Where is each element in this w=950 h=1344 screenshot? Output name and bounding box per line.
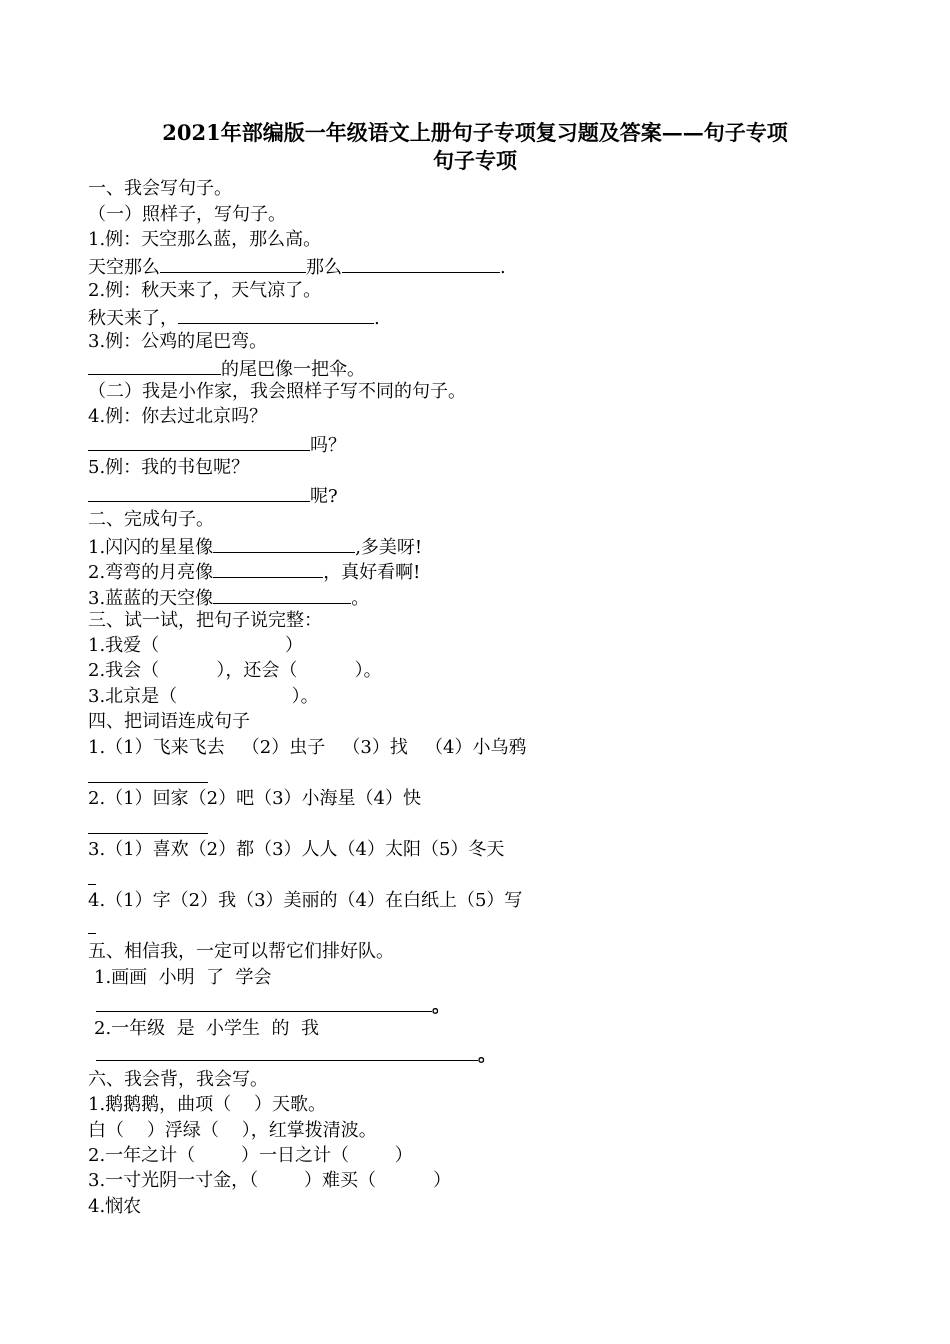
s2-q1-text-a: 1.闪闪的星星像 <box>88 537 214 558</box>
answer-rule <box>88 884 96 885</box>
s1-q1-answer-line <box>88 254 506 279</box>
section4-heading: 四、把词语连成句子 <box>88 711 250 732</box>
s2-q2 <box>88 559 420 584</box>
answer-blank <box>160 254 306 273</box>
s2-q2-text-b: ，真好看啊! <box>323 562 421 583</box>
answer-rule <box>96 1060 478 1061</box>
answer-rule <box>88 782 208 783</box>
s5-q1-end: 。 <box>432 996 450 1017</box>
answer-rule <box>88 933 96 934</box>
s3-q2: 2.我会（ ），还会（ ）。 <box>88 660 382 681</box>
answer-blank <box>88 356 221 375</box>
s5-q2-end: 。 <box>478 1045 496 1066</box>
s1-q1-text-a: 天空那么 <box>88 257 160 278</box>
s1-q3-example: 3.例：公鸡的尾巴弯。 <box>88 331 268 352</box>
s1-q2-end: . <box>374 308 380 329</box>
answer-rule <box>96 1011 432 1012</box>
s4-q2: 2.（1）回家（2）吧（3）小海星（4）快 <box>88 788 421 809</box>
s3-q3: 3.北京是（ ）。 <box>88 686 319 707</box>
s6-q3: 3.一寸光阴一寸金，（ ）难买（ ） <box>88 1170 452 1191</box>
s5-q2: 2.一年级 是 小学生 的 我 <box>94 1018 319 1039</box>
s2-q3-text-a: 3.蓝蓝的天空像 <box>88 588 214 609</box>
s4-q1: 1.（1）飞来飞去 （2）虫子 （3）找 （4）小乌鸦 <box>88 737 527 758</box>
s1-q2-answer-line <box>88 305 380 330</box>
s2-q1 <box>88 534 422 559</box>
s1-q4-answer-line <box>88 432 346 457</box>
s1-q1-example: 1.例：天空那么蓝，那么高。 <box>88 229 322 250</box>
section6-heading: 六、我会背，我会写。 <box>88 1069 268 1090</box>
s6-q2: 2.一年之计（ ）一日之计（ ） <box>88 1145 413 1166</box>
s5-q1: 1.画画 小明 了 学会 <box>94 967 272 988</box>
s2-q1-text-b: ,多美呀! <box>355 537 423 558</box>
s1-q3-answer-line <box>88 356 365 381</box>
s2-q3 <box>88 585 369 610</box>
document-title-line2: 句子专项 <box>433 148 517 173</box>
answer-blank <box>88 483 310 502</box>
s3-q1: 1.我爱（ ） <box>88 635 304 656</box>
section1-part1-heading: （一）照样子，写句子。 <box>88 204 286 225</box>
section3-heading: 三、试一试，把句子说完整： <box>88 610 322 631</box>
section2-heading: 二、完成句子。 <box>88 509 214 530</box>
s6-q1-line2: 白（ ）浮绿（ ），红掌拨清波。 <box>88 1120 377 1141</box>
answer-blank <box>88 432 310 451</box>
s1-q4-end: 吗？ <box>310 435 346 456</box>
document-title-line1: 2021年部编版一年级语文上册句子专项复习题及答案——句子专项 <box>162 120 788 145</box>
answer-blank <box>213 534 355 553</box>
section1-part2-heading: （二）我是小作家，我会照样子写不同的句子。 <box>88 381 466 402</box>
s4-q4: 4.（1）字（2）我（3）美丽的（4）在白纸上（5）写 <box>88 890 523 911</box>
s2-q3-text-b: 。 <box>351 588 370 609</box>
section5-heading: 五、相信我，一定可以帮它们排好队。 <box>88 941 394 962</box>
s1-q4-example: 4.例：你去过北京吗？ <box>88 406 268 427</box>
s1-q1-end: . <box>500 257 506 278</box>
section1-heading: 一、我会写句子。 <box>88 178 232 199</box>
s2-q2-text-a: 2.弯弯的月亮像 <box>88 562 214 583</box>
s6-q4: 4.悯农 <box>88 1196 142 1217</box>
s1-q3-text-b: 的尾巴像一把伞。 <box>221 359 365 380</box>
s1-q1-text-b: 那么 <box>306 257 342 278</box>
s1-q2-example: 2.例：秋天来了，天气凉了。 <box>88 280 322 301</box>
answer-blank <box>178 305 374 324</box>
s1-q5-example: 5.例：我的书包呢？ <box>88 457 250 478</box>
s1-q2-text-a: 秋天来了， <box>88 308 178 329</box>
s6-q1-line1: 1.鹅鹅鹅，曲项（ ）天歌。 <box>88 1094 327 1115</box>
answer-rule <box>88 833 208 834</box>
answer-blank <box>213 559 323 578</box>
s1-q5-end: 呢? <box>310 486 338 507</box>
s4-q3: 3.（1）喜欢（2）都（3）人人（4）太阳（5）冬天 <box>88 839 505 860</box>
answer-blank <box>342 254 500 273</box>
s1-q5-answer-line <box>88 483 338 508</box>
answer-blank <box>213 585 351 604</box>
